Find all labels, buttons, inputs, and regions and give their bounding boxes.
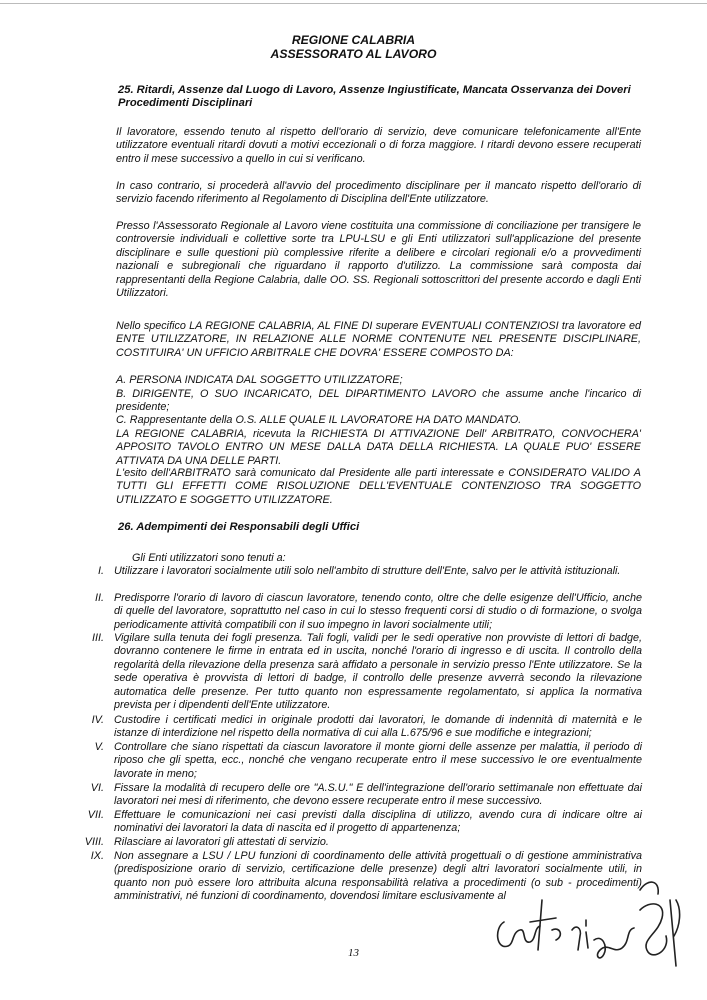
list-item-text: Effettuare le comunicazioni nei casi previsti dalla disciplina di utilizzo, avendo cura di indicare oltre ai nominativi dei lavoratori la data di nascita ed il progetto di appartenenza; <box>114 809 642 835</box>
signature-stroke <box>640 882 680 936</box>
list-item-text: Predisporre l'orario di lavoro di ciascun lavoratore, tenendo conto, oltre che delle esigenze dell'Ufficio, anche di quelle del lavoratore, soprattutto nel caso in cui lo stesso frequenti corsi di studio o di formazione, o svolga periodicamente attività compatibili con il suo impegno in lavori socialmente utili; <box>114 592 642 631</box>
section-26-title: 26. Adempimenti dei Responsabili degli Uffici <box>118 521 360 533</box>
page-number: 13 <box>348 947 359 959</box>
list-item-text: Vigilare sulla tenuta dei fogli presenza. Tali fogli, validi per le sedi operative non provviste di lettori di badge, dovranno contenere le firme in entrata ed in uscita, nonché l'orario di ingresso e di uscita. Il controllo della regolarità della rilevazione della presenza sarà affidato a personale in servizio presso l'Ente utilizzatore. Se la sede operativa è provvista di lettori di badge, il controllo delle presenze avverrà secondo la rilevazione automatica delle presenze. Per tutto quanto non espressamente regolamentato, si applica la normativa prevista per i dipendenti dell'Ente utilizzatore. <box>114 632 642 712</box>
arbitration-member-a: A. PERSONA INDICATA DAL SOGGETTO UTILIZZATORE; <box>116 374 403 386</box>
list-item-number: IV. <box>91 714 104 726</box>
list-item-text: Fissare la modalità di recupero delle ore "A.S.U." E dell'integrazione dell'orario settimanale non effettuate dai lavoratori nei mesi di riferimento, che devono essere recuperate entro il mese successivo. <box>114 782 642 808</box>
signature-stroke <box>572 920 588 950</box>
arbitration-member-b: B. DIRIGENTE, O SUO INCARICATO, DEL DIPARTIMENTO LAVORO che assume anche l'incarico di presidente; <box>116 388 641 414</box>
section-25-paragraph-4: Nello specifico LA REGIONE CALABRIA, AL FINE DI superare EVENTUALI CONTENZIOSI tra lavoratore ed ENTE UTILIZZATORE, IN RELAZIONE ALLE NORME CONTENUTE NEL PRESENTE DISCIPLINARE, COSTITUIRA' UN UFFICIO ARBITRALE CHE DOVRA' ESSERE COMPOSTO DA: <box>116 320 641 359</box>
list-item-number: III. <box>92 632 104 644</box>
list-item-number: IX. <box>90 850 104 862</box>
section-26-intro: Gli Enti utilizzatori sono tenuti a: <box>132 552 286 564</box>
section-25-paragraph-3: Presso l'Assessorato Regionale al Lavoro viene costituita una commissione di conciliazione per transigere le controversie individuali e collettive sorte tra LPU-LSU e gli Enti utilizzatori sull'applicazione del presente disciplinare e sulle questioni più complessive riferite a delibere e circolari regionali e/o a provvedimenti nazionali e subregionali che riguardano il rapporto d'utilizzo. La commissione sarà composta dai rappresentanti della Regione Calabria, dalle OO. SS. Regionali sottoscrittori del presente accordo e dagli Enti Utilizzatori. <box>116 220 641 300</box>
section-25-paragraph-2: In caso contrario, si procederà all'avvio del procedimento disciplinare per il mancato rispetto dell'orario di servizio facendo riferimento al Regolamento di Disciplina dell'Ente utilizzatore. <box>116 180 641 206</box>
signature-stroke <box>530 900 560 950</box>
list-item-number: VIII. <box>84 836 104 848</box>
list-item-number: I. <box>98 565 104 577</box>
list-item-number: V. <box>94 741 104 753</box>
list-item-number: II. <box>95 592 104 604</box>
arbitration-member-c: C. Rappresentante della O.S. ALLE QUALE IL LAVORATORE HA DATO MANDATO. <box>116 414 522 426</box>
header-region: REGIONE CALABRIA <box>291 33 416 47</box>
list-item-number: VI. <box>90 782 104 794</box>
section-25-title: 25. Ritardi, Assenze dal Luogo di Lavoro, Assenze Ingiustificate, Mancata Osservanza dei Doveri Procedimenti Disciplinari <box>118 84 631 110</box>
section-25-paragraph-5: LA REGIONE CALABRIA, ricevuta la RICHIESTA DI ATTIVAZIONE Dell' ARBITRATO, CONVOCHERA' APPOSITO TAVOLO ENTRO UN MESE DALLA DATA DELLA RICHIESTA. LA QUALE PUO' ESSERE ATTIVATA DA UNA DELLE PARTI. <box>116 428 641 467</box>
list-item-text: Rilasciare ai lavoratori gli attestati di servizio. <box>114 836 329 848</box>
list-item-number: VII. <box>87 809 104 821</box>
list-item-text: Custodire i certificati medici in originale prodotti dai lavoratori, le domande di indennità di maternità e le istanze di interdizione nel rispetto della normativa di cui alla L.675/96 e sue modifiche e integrazioni; <box>114 714 642 740</box>
section-25-paragraph-1: Il lavoratore, essendo tenuto al rispetto dell'orario di servizio, deve comunicare telefonicamente all'Ente utilizzatore eventuali ritardi dovuti a motivi eccezionali o di forza maggiore. I ritardi devono essere recuperati entro il mese successivo a quello in cui si verificano. <box>116 126 641 165</box>
signature-stroke <box>498 922 540 946</box>
list-item-text: Utilizzare i lavoratori socialmente utili solo nell'ambito di strutture dell'Ente, salvo per le attività istituzionali. <box>114 565 621 577</box>
section-25-paragraph-6: L'esito dell'ARBITRATO sarà comunicato dal Presidente alle parti interessate e CONSIDERATO VALIDO A TUTTI GLI EFFETTI COME RISOLUZIONE DELL'EVENTUALE CONTENZIOSO TRA SOGGETTO UTILIZZATO E SOGGETTO UTILIZZATORE. <box>116 467 641 506</box>
list-item-text: Non assegnare a LSU / LPU funzioni di coordinamento delle attività progettuali o di gestione amministrativa (predisposizione orario di servizio, certificazione delle presenze) degli altri lavoratori socialmente utili, in quanto non può essere loro attribuita alcuna responsabilità relativa a procedimenti (o sub - procedimenti) amministrativi, né funzioni di coordinamento, dovendosi limitare esclusivamente al <box>114 850 642 903</box>
header-department: ASSESSORATO AL LAVORO <box>270 46 437 61</box>
handwritten-signatures <box>490 870 690 980</box>
document-header <box>0 34 707 61</box>
list-item-text: Controllare che siano rispettati da ciascun lavoratore il monte giorni delle assenze per malattia, il periodo di riposo che gli spetta, ecc., nonché che vengano recuperate entro il mese successivo le ore eventualmente lavorate in meno; <box>114 741 642 780</box>
